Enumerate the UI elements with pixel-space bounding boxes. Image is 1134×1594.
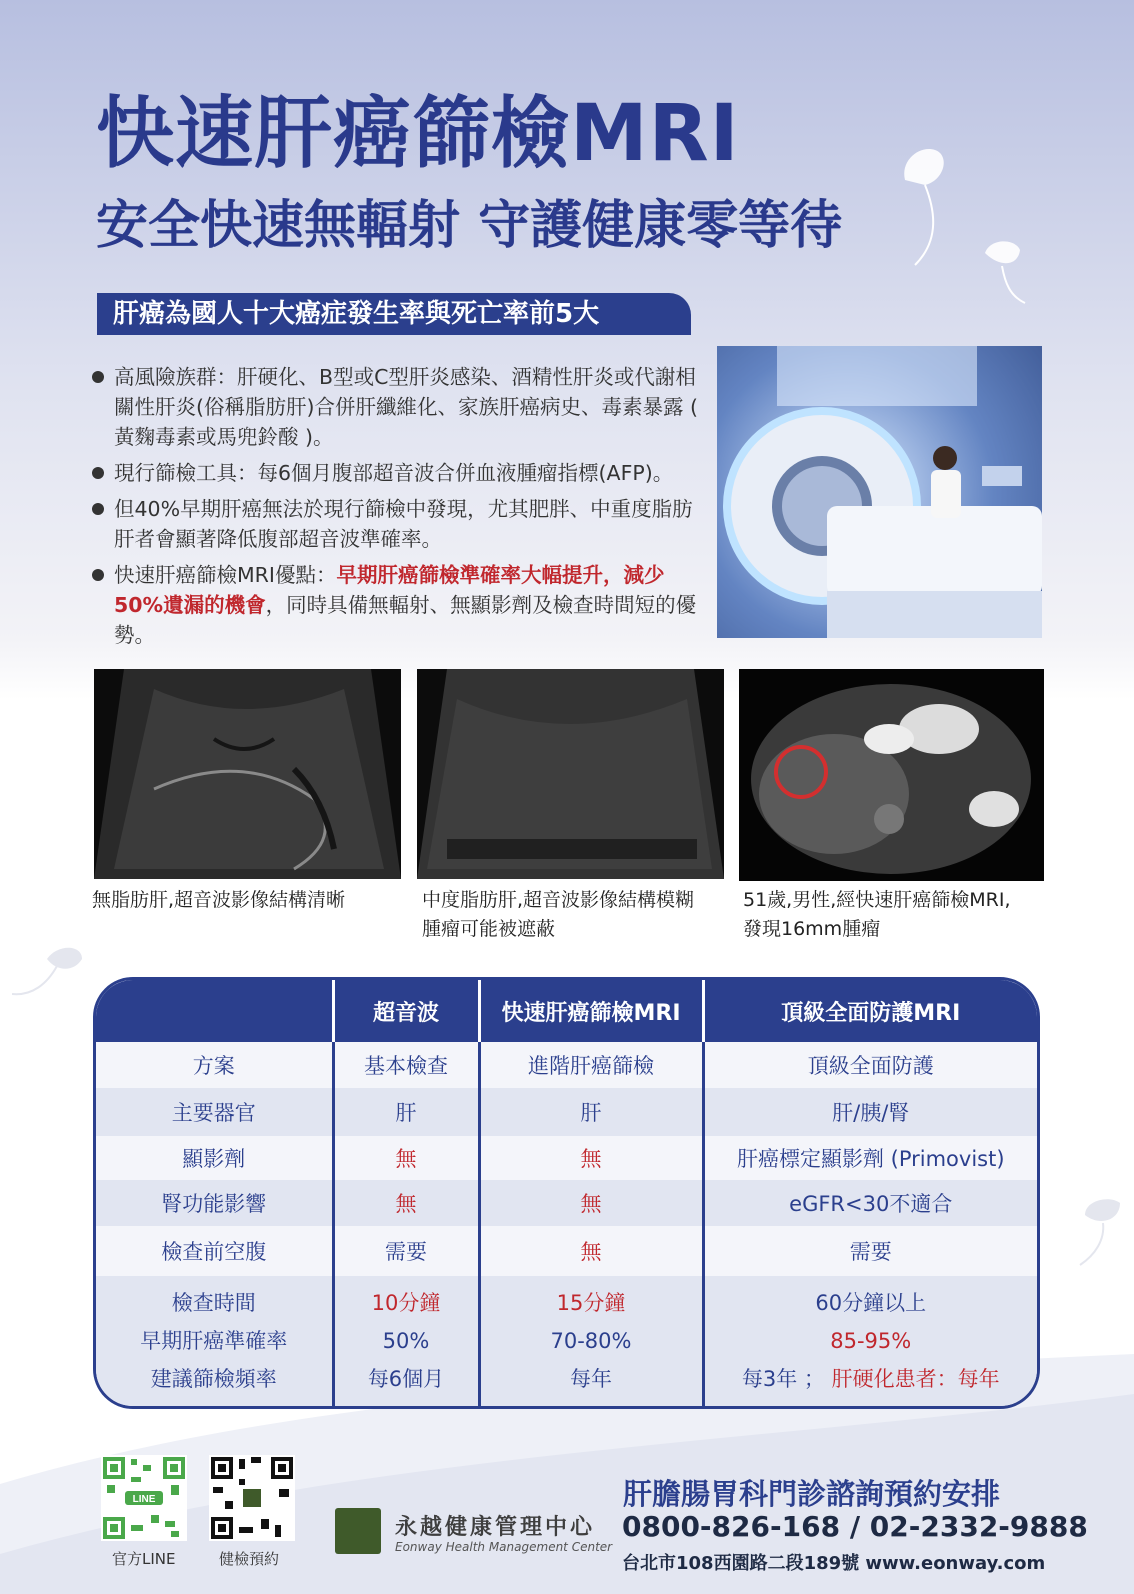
page-subtitle: 安全快速無輻射 守護健康零等待 [96,196,843,256]
caption-scan-fatty: 中度脂肪肝,超音波影像結構模糊 腫瘤可能被遮蔽 [422,889,695,940]
table-cell: 頂級全面防護 [703,1042,1037,1088]
caption-scan-mri: 51歲,男性,經快速肝癌篩檢MRI, 發現16mm腫瘤 [743,889,1011,940]
ginkgo-leaf-icon [980,238,1030,308]
mri-machine-photo [717,346,1042,638]
ginkgo-leaf-icon [1075,1195,1125,1270]
contact-phone[interactable]: 0800-826-168 / 02-2332-9888 [622,1510,1088,1543]
bullet-item: 但40%早期肝癌無法於現行篩檢中發現，尤其肥胖、中重度脂肪肝者會顯著降低腹部超音波準確率。 [92,494,702,554]
table-cell: 需要 [703,1226,1037,1276]
bullet-item [92,560,702,650]
table-cell: 無 [479,1180,703,1226]
page-title: 快速肝癌篩檢MRI [96,89,740,179]
table-cell: 無 [479,1226,703,1276]
row-label: 方案 [96,1042,333,1088]
bullet-item: 現行篩檢工具：每6個月腹部超音波合併血液腫瘤指標(AFP)。 [92,458,702,488]
logo-english-name: Eonway Health Management Center [395,1540,613,1554]
info-bullet-list [92,362,702,656]
table-header-cell: 快速肝癌篩檢MRI [479,980,703,1042]
footer-title: 肝膽腸胃科門診諮詢預約安排 [623,1477,1001,1511]
bullet-item: 高風險族群：肝硬化、B型或C型肝炎感染、酒精性肝炎或代謝相關性肝炎(俗稱脂肪肝)合併肝纖維化、家族肝癌病史、毒素暴露 ( 黃麴毒素或馬兜鈴酸 )。 [92,362,702,452]
ultrasound-image-fatty [417,669,724,879]
table-cell: 需要 [333,1226,479,1276]
row-label: 檢查前空腹 [96,1226,333,1276]
table-cell: 進階肝癌篩檢 [479,1042,703,1088]
table-cell: 肝癌標定顯影劑 (Primovist) [703,1136,1037,1180]
bullet-dot-icon [92,503,104,515]
row-label: 顯影劑 [96,1136,333,1180]
table-header-cell: 超音波 [333,980,479,1042]
comparison-table [93,977,1040,1409]
table-row [96,1226,1037,1276]
bullet-suffix: ，同時具備無輻射、無顯影劑及檢查時間短的優勢。 [114,593,697,647]
table-cell: 肝 [333,1088,479,1136]
table-cell: 無 [333,1136,479,1180]
table-row [96,1276,1037,1406]
contact-address[interactable]: 台北市108西園路二段189號 www.eonway.com [622,1553,1046,1574]
row-label-stack: 檢查時間 早期肝癌準確率 建議篩檢頻率 [96,1276,333,1406]
table-row [96,1136,1037,1180]
booking-qr-code[interactable] [209,1455,295,1541]
caption-scan-normal: 無脂肪肝,超音波影像結構清晰 [92,889,346,911]
bullet-dot-icon [92,569,104,581]
eonway-logo-icon [335,1508,381,1554]
booking-qr-label: 健檢預約 [219,1550,280,1568]
bullet-dot-icon [92,467,104,479]
ultrasound-image-normal [94,669,401,879]
table-cell-stack: 15分鐘 70-80% 每年 [479,1276,703,1406]
bullet-highlight: 早期肝癌篩檢準確率大幅提升，減少50%遺漏的機會 [114,563,665,617]
line-qr-label: 官方LINE [112,1550,176,1568]
mri-scan-image [739,669,1044,881]
table-cell-stack: 60分鐘以上 85-95% 每3年 ； 肝硬化患者：每年 [703,1276,1037,1406]
row-label: 腎功能影響 [96,1180,333,1226]
table-cell: eGFR<30不適合 [703,1180,1037,1226]
table-cell: 肝/胰/腎 [703,1088,1037,1136]
table-row [96,1088,1037,1136]
ginkgo-leaf-icon [895,140,955,270]
svg-text:LINE: LINE [132,1494,156,1505]
table-header-row [96,980,1037,1042]
section-banner: 肝癌為國人十大癌症發生率與死亡率前5大 [97,293,691,335]
bullet-dot-icon [92,371,104,383]
table-cell: 肝 [479,1088,703,1136]
table-cell: 無 [333,1180,479,1226]
table-cell: 基本檢查 [333,1042,479,1088]
table-row [96,1180,1037,1226]
ginkgo-leaf-icon [12,944,87,1004]
line-qr-code[interactable] [101,1455,187,1541]
bullet-prefix: 快速肝癌篩檢MRI優點： [114,563,337,587]
table-cell-stack: 10分鐘 50% 每6個月 [333,1276,479,1406]
logo-chinese-name: 永越健康管理中心 [395,1515,596,1540]
table-header-cell: 頂級全面防護MRI [703,980,1037,1042]
table-cell: 無 [479,1136,703,1180]
row-label: 主要器官 [96,1088,333,1136]
table-row [96,1042,1037,1088]
table-header-cell [96,980,333,1042]
